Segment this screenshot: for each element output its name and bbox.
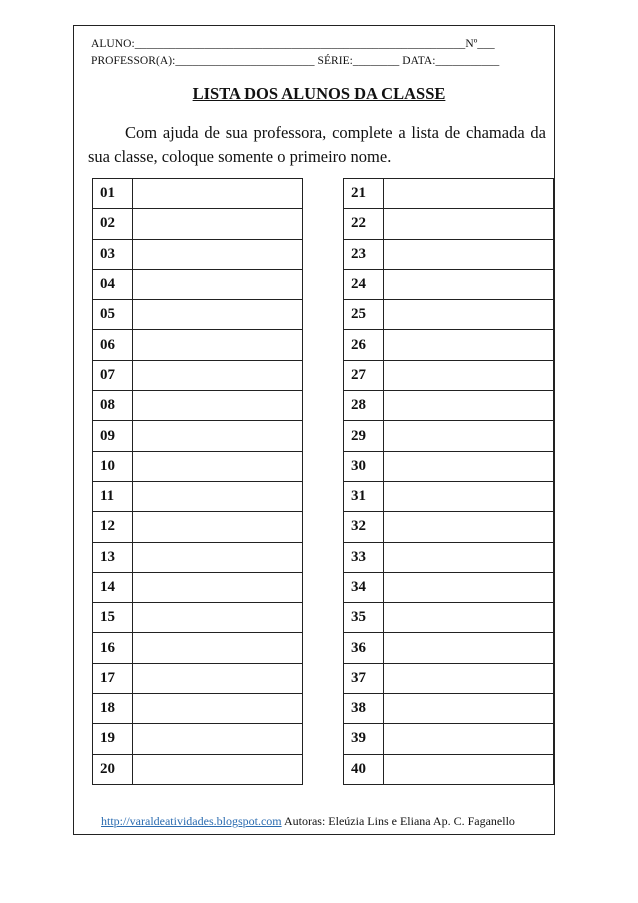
roll-row <box>344 239 554 269</box>
roll-row <box>93 179 303 209</box>
student-number: 04 <box>93 269 133 299</box>
footer <box>101 814 515 829</box>
roll-row <box>344 754 554 784</box>
student-number: 01 <box>93 179 133 209</box>
student-number: 09 <box>93 421 133 451</box>
roll-row <box>344 694 554 724</box>
roll-row <box>93 754 303 784</box>
student-name-cell[interactable] <box>133 481 303 511</box>
student-number: 28 <box>344 391 384 421</box>
student-number: 31 <box>344 481 384 511</box>
student-name-cell[interactable] <box>133 572 303 602</box>
roll-table-left <box>92 178 303 785</box>
roll-row <box>93 603 303 633</box>
roll-row <box>93 542 303 572</box>
roll-row <box>344 542 554 572</box>
student-number: 24 <box>344 269 384 299</box>
roll-row <box>344 451 554 481</box>
student-name-cell[interactable] <box>384 724 554 754</box>
student-number: 18 <box>93 694 133 724</box>
student-name-cell[interactable] <box>384 451 554 481</box>
student-name-cell[interactable] <box>133 330 303 360</box>
student-number: 20 <box>93 754 133 784</box>
student-number: 14 <box>93 572 133 602</box>
roll-row <box>344 360 554 390</box>
roll-row <box>344 209 554 239</box>
student-name-line: ALUNO:_________________________________________________________Nº___ <box>91 38 495 50</box>
student-number: 37 <box>344 663 384 693</box>
student-number: 15 <box>93 603 133 633</box>
student-name-cell[interactable] <box>384 421 554 451</box>
student-name-cell[interactable] <box>133 179 303 209</box>
roll-row <box>344 633 554 663</box>
student-number: 36 <box>344 633 384 663</box>
student-number: 39 <box>344 724 384 754</box>
roll-row <box>93 451 303 481</box>
roll-row <box>344 603 554 633</box>
roll-row <box>93 481 303 511</box>
student-name-cell[interactable] <box>384 694 554 724</box>
roll-row <box>93 512 303 542</box>
roll-row <box>93 269 303 299</box>
roll-row <box>93 360 303 390</box>
student-number: 13 <box>93 542 133 572</box>
student-number: 10 <box>93 451 133 481</box>
student-number: 12 <box>93 512 133 542</box>
student-number: 27 <box>344 360 384 390</box>
roll-row <box>344 300 554 330</box>
student-name-cell[interactable] <box>384 391 554 421</box>
student-name-cell[interactable] <box>384 754 554 784</box>
student-number: 35 <box>344 603 384 633</box>
student-name-cell[interactable] <box>133 633 303 663</box>
roll-row <box>93 663 303 693</box>
roll-row <box>93 633 303 663</box>
page-title: LISTA DOS ALUNOS DA CLASSE <box>192 84 446 103</box>
footer-link[interactable]: http://varaldeatividades.blogspot.com <box>101 814 282 828</box>
roll-row <box>93 239 303 269</box>
roll-row <box>344 179 554 209</box>
student-name-cell[interactable] <box>133 542 303 572</box>
student-number: 02 <box>93 209 133 239</box>
student-name-cell[interactable] <box>133 300 303 330</box>
roll-row <box>93 724 303 754</box>
student-number: 30 <box>344 451 384 481</box>
student-name-cell[interactable] <box>384 572 554 602</box>
student-name-cell[interactable] <box>384 542 554 572</box>
student-number: 06 <box>93 330 133 360</box>
student-number: 25 <box>344 300 384 330</box>
roll-row <box>344 269 554 299</box>
student-number: 19 <box>93 724 133 754</box>
roll-row <box>93 391 303 421</box>
roll-row <box>344 572 554 602</box>
student-name-cell[interactable] <box>384 239 554 269</box>
student-number: 08 <box>93 391 133 421</box>
student-number: 34 <box>344 572 384 602</box>
student-name-cell[interactable] <box>133 421 303 451</box>
roll-row <box>93 694 303 724</box>
footer-credits: Autoras: Eleúzia Lins e Eliana Ap. C. Faganello <box>281 814 515 828</box>
roll-row <box>93 572 303 602</box>
student-number: 07 <box>93 360 133 390</box>
student-number: 38 <box>344 694 384 724</box>
student-name-cell[interactable] <box>133 391 303 421</box>
roll-row <box>344 421 554 451</box>
student-number: 29 <box>344 421 384 451</box>
student-name-cell[interactable] <box>133 512 303 542</box>
student-number: 17 <box>93 663 133 693</box>
student-number: 26 <box>344 330 384 360</box>
student-number: 40 <box>344 754 384 784</box>
student-number: 33 <box>344 542 384 572</box>
student-name-cell[interactable] <box>384 330 554 360</box>
student-name-cell[interactable] <box>133 724 303 754</box>
student-name-cell[interactable] <box>133 209 303 239</box>
roll-row <box>93 209 303 239</box>
student-name-cell[interactable] <box>384 481 554 511</box>
student-name-cell[interactable] <box>384 663 554 693</box>
student-number: 23 <box>344 239 384 269</box>
student-name-cell[interactable] <box>384 300 554 330</box>
roll-row <box>344 330 554 360</box>
roll-row <box>344 663 554 693</box>
student-name-cell[interactable] <box>384 179 554 209</box>
student-name-cell[interactable] <box>384 360 554 390</box>
roll-row <box>344 481 554 511</box>
student-number: 22 <box>344 209 384 239</box>
roll-row <box>344 724 554 754</box>
roll-row <box>93 300 303 330</box>
student-name-cell[interactable] <box>133 603 303 633</box>
student-name-cell[interactable] <box>384 209 554 239</box>
student-number: 16 <box>93 633 133 663</box>
student-name-cell[interactable] <box>133 694 303 724</box>
roll-row <box>93 330 303 360</box>
student-name-cell[interactable] <box>133 451 303 481</box>
roll-row <box>344 512 554 542</box>
roll-row <box>344 391 554 421</box>
student-name-cell[interactable] <box>384 603 554 633</box>
roll-row <box>93 421 303 451</box>
student-number: 05 <box>93 300 133 330</box>
student-number: 32 <box>344 512 384 542</box>
student-name-cell[interactable] <box>133 754 303 784</box>
student-name-cell[interactable] <box>133 360 303 390</box>
student-number: 11 <box>93 481 133 511</box>
teacher-grade-date-line: PROFESSOR(A):________________________ SÉRIE:________ DATA:___________ <box>91 55 500 67</box>
student-number: 21 <box>344 179 384 209</box>
student-name-cell[interactable] <box>133 663 303 693</box>
student-name-cell[interactable] <box>384 633 554 663</box>
student-name-cell[interactable] <box>133 239 303 269</box>
instructions: Com ajuda de sua professora, complete a lista de chamada da sua classe, coloque somente o primeiro nome. <box>88 123 546 166</box>
student-number: 03 <box>93 239 133 269</box>
student-name-cell[interactable] <box>133 269 303 299</box>
student-name-cell[interactable] <box>384 512 554 542</box>
roll-table-right <box>343 178 554 785</box>
student-name-cell[interactable] <box>384 269 554 299</box>
